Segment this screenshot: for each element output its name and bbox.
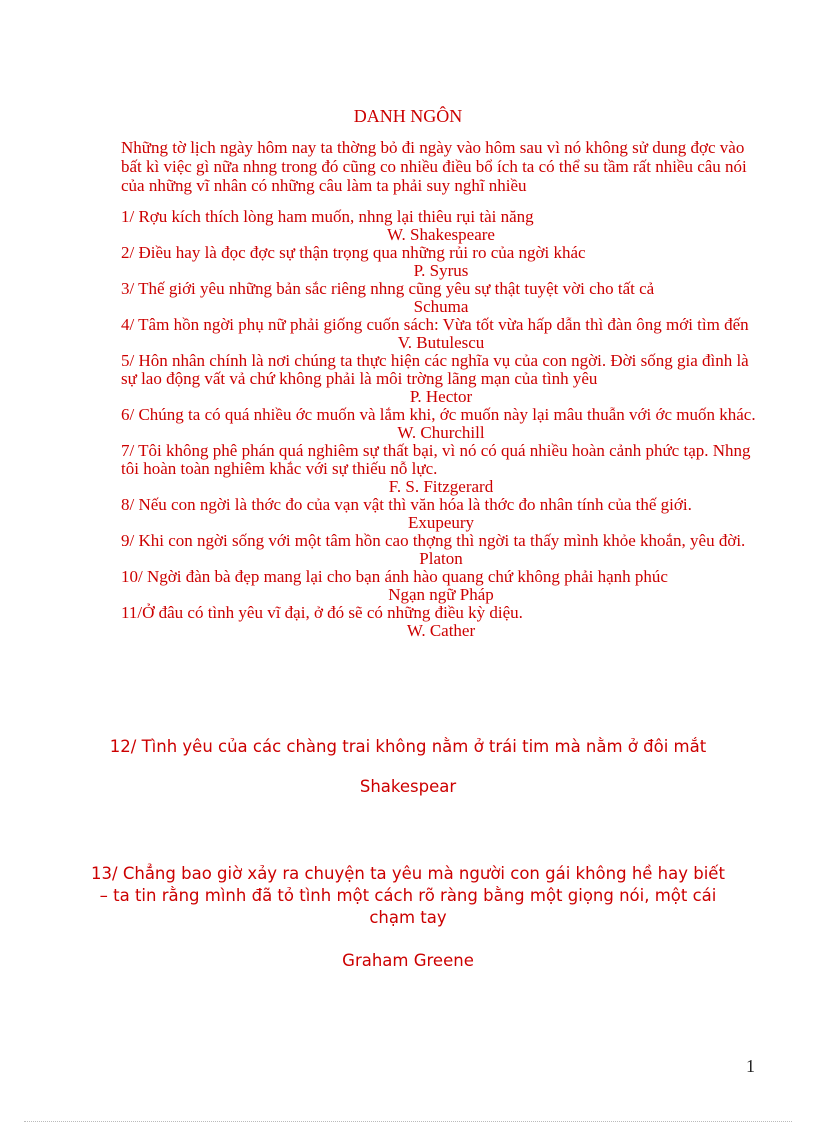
quote-text: 6/ Chúng ta có quá nhiều ớc muốn và lắm khi, ớc muốn này lại mâu thuẫn với ớc muốn khác.	[121, 405, 756, 424]
quote-text: 2/ Điều hay là đọc đợc sự thận trọng qua những rủi ro của ngời khác	[121, 243, 586, 262]
quote-text: 10/ Ngời đàn bà đẹp mang lại cho bạn ánh hào quang chứ không phải hạnh phúc	[121, 567, 668, 586]
quote-text: 11/Ở đâu có tình yêu vĩ đại, ở đó sẽ có những điều kỳ diệu.	[121, 603, 523, 622]
quote-author: V. Butulescu	[397, 333, 485, 352]
quote-text: 3/ Thế giới yêu những bản sắc riêng nhng cũng yêu sự thật tuyệt vời cho tất cả	[121, 279, 655, 298]
intro-paragraph: Những tờ lịch ngày hôm nay ta thờng bỏ đi ngày vào hôm sau vì nó không sử dung đợc vào bất kì việc gì nữa nhng trong đó cũng co nhiều điều bổ ích ta có thể su tầm rất nhiều câu nói của những vĩ nhân có những câu làm ta phải suy nghĩ nhiều	[121, 138, 747, 195]
quote-author: W. Churchill	[397, 423, 485, 442]
quote-author: Platon	[419, 549, 463, 568]
quote-author: Ngạn ngữ Pháp	[388, 585, 494, 604]
quote-text: 4/ Tâm hồn ngời phụ nữ phải giống cuốn sách: Vừa tốt vừa hấp dẫn thì đàn ông mới tìm đến	[121, 315, 749, 334]
quote-author: W. Cather	[406, 621, 476, 640]
quote-list	[121, 208, 761, 640]
quote-12-author: Shakespear	[359, 777, 457, 796]
quote-author: F. S. Fitzgerard	[388, 477, 494, 496]
quote-author: Schuma	[413, 297, 469, 316]
quote-text: 5/ Hôn nhân chính là nơi chúng ta thực hiện các nghĩa vụ của con ngời. Đời sống gia đình là sự lao động vất vả chứ không phải là môi trờng lãng mạn của tình yêu	[121, 351, 749, 388]
document-title: DANH NGÔN	[353, 106, 463, 126]
quote-author: W. Shakespeare	[387, 225, 495, 244]
quote-13-author: Graham Greene	[342, 951, 474, 970]
quote-text: 7/ Tôi không phê phán quá nghiêm sự thất bại, vì nó có quá nhiều hoàn cảnh phức tạp. Nhng tôi hoàn toàn nghiêm khắc với sự thiếu nỗ lực.	[121, 441, 751, 478]
quote-12-text: 12/ Tình yêu của các chàng trai không nằm ở trái tim mà nằm ở đôi mắt	[109, 737, 707, 756]
quote-text: 9/ Khi con ngời sống với một tâm hồn cao thợng thì ngời ta thấy mình khỏe khoắn, yêu đời.	[121, 531, 746, 550]
footer-divider	[24, 1121, 792, 1122]
quote-text: 8/ Nếu con ngời là thớc đo của vạn vật thì văn hóa là thớc đo nhân tính của thế giới.	[121, 495, 692, 514]
quote-author: Exupeury	[407, 513, 475, 532]
quote-text: 1/ Rợu kích thích lòng ham muốn, nhng lại thiêu rụi tài năng	[121, 207, 534, 226]
quote-author: P. Hector	[409, 387, 473, 406]
page-number: 1	[746, 1056, 755, 1076]
quote-author: P. Syrus	[413, 261, 469, 280]
quote-13-text: 13/ Chẳng bao giờ xảy ra chuyện ta yêu mà người con gái không hề hay biết – ta tin rằng mình đã tỏ tình một cách rõ ràng bằng một giọng nói, một cái chạm tay	[91, 864, 725, 927]
